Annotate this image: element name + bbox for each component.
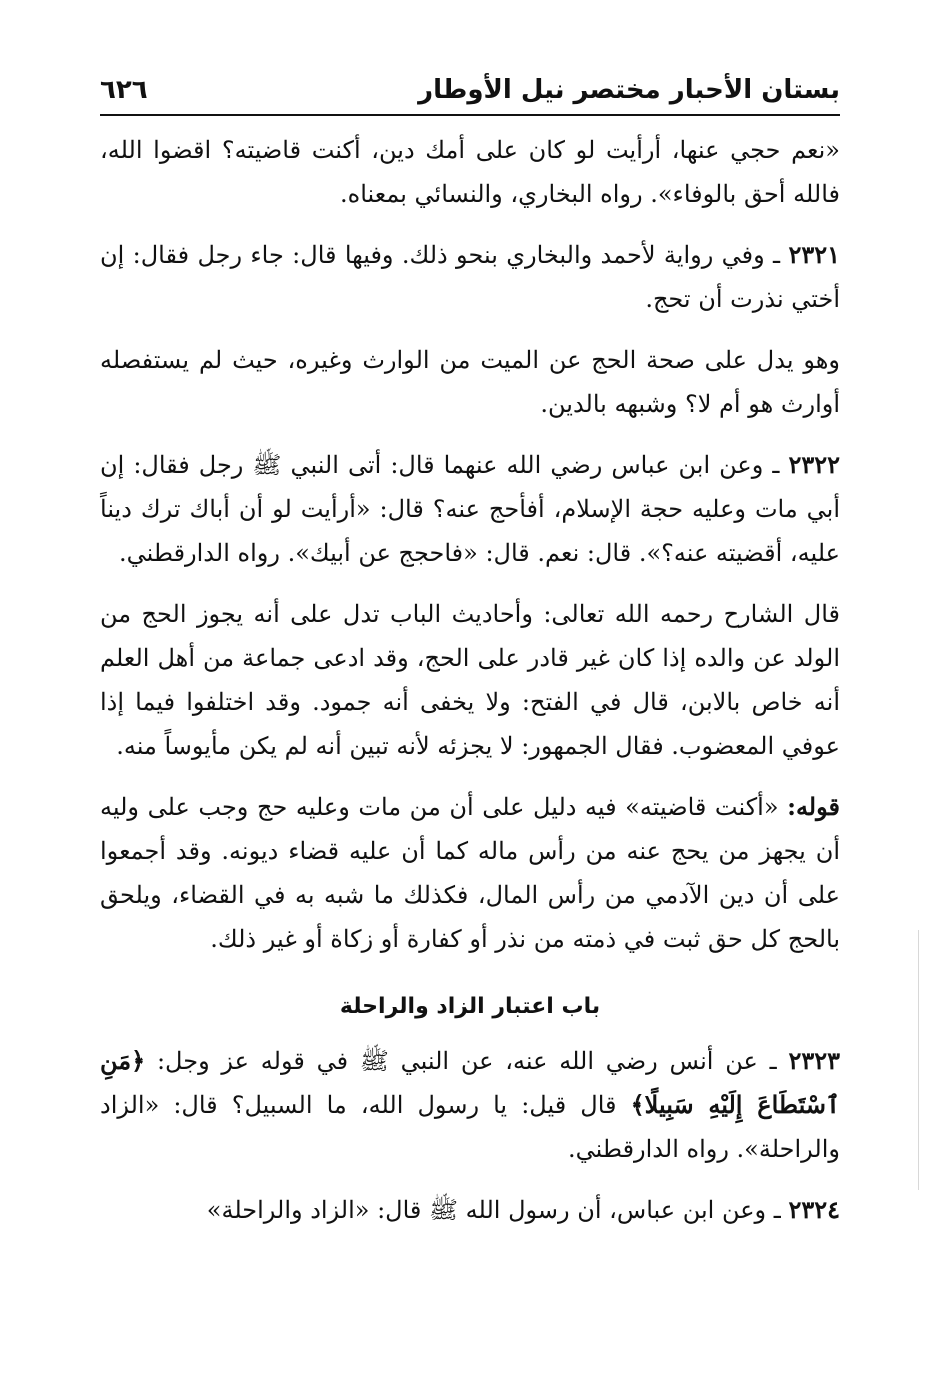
book-title: بستان الأحبار مختصر نيل الأوطار <box>418 75 840 105</box>
page-number: ٦٢٦ <box>100 75 148 105</box>
hadith-number: ٢٣٢٢ <box>788 450 840 479</box>
chapter-heading: باب اعتبار الزاد والراحلة <box>339 994 601 1019</box>
paragraph-text: ـ وفي رواية لأحمد والبخاري بنحو ذلك. وفيها قال: جاء رجل فقال: إن أختي نذرت أن تحج. <box>100 241 840 313</box>
paragraph-1 <box>100 128 840 216</box>
book-page <box>100 72 840 1249</box>
qawluhu-paragraph <box>100 785 840 961</box>
paragraph-text: ـ وعن ابن عباس، أن رسول الله ﷺ قال: «الزاد والراحلة» <box>206 1196 789 1224</box>
hadith-2322 <box>100 443 840 575</box>
commentary-paragraph <box>100 592 840 768</box>
paragraph-text: «نعم حجي عنها، أرأيت لو كان على أمك دين، أكنت قاضيته؟ اقضوا الله، فالله أحق بالوفاء». رواه البخاري، والنسائي بمعناه. <box>100 136 840 208</box>
lead-word: قوله: <box>787 792 840 821</box>
paragraph-text: وهو يدل على صحة الحج عن الميت من الوارث وغيره، حيث لم يستفصله أوارث هو أم لا؟ وشبهه بالدين. <box>100 346 840 418</box>
page-header <box>100 72 840 116</box>
page-content <box>100 128 840 1232</box>
paragraph-text: «أكنت قاضيته» فيه دليل على أن من مات وعليه حج وجب على وليه أن يجهز من يحج عنه من رأس ماله كما أن عليه قضاء ديونه. وقد أجمعوا على أن دين الآدمي من رأس المال، فكذلك ما شبه به في القضاء، ويلحق بالحج كل حق ثبت في ذمته من نذر أو كفارة أو زكاة أو غير ذلك. <box>100 793 840 953</box>
paragraph-text: ـ وعن ابن عباس رضي الله عنهما قال: أتى النبي ﷺ رجل فقال: إن أبي مات وعليه حجة الإسلام، أفأحج عنه؟ قال: «أرأيت لو أن أباك ترك ديناً عليه، أقضيته عنه؟». قال: نعم. قال: «فاحجج عن أبيك». رواه الدارقطني. <box>100 451 840 567</box>
hadith-number: ٢٣٢٤ <box>788 1195 840 1224</box>
hadith-number: ٢٣٢٣ <box>788 1046 840 1075</box>
paragraph-3 <box>100 338 840 426</box>
paragraph-text: قال قيل: يا رسول الله، ما السبيل؟ قال: «الزاد والراحلة». رواه الدارقطني. <box>100 1091 840 1163</box>
paragraph-text: قال الشارح رحمه الله تعالى: وأحاديث الباب تدل على أنه يجوز الحج من الولد عن والده إذا كان غير قادر على الحج، وقد ادعى جماعة من أهل العلم أنه خاص بالابن، قال في الفتح: ولا يخفى أنه جمود. وقد اختلفوا فيما إذا عوفي المعضوب. فقال الجمهور: لا يجزئه لأنه تبين أنه لم يكن مأيوساً منه. <box>100 600 840 760</box>
hadith-number: ٢٣٢١ <box>788 240 840 269</box>
hadith-2323 <box>100 1039 840 1171</box>
hadith-2324 <box>100 1188 840 1232</box>
quran-verse: ﴿مَنِ ٱسْتَطَاعَ إِلَيْهِ سَبِيلًا﴾ <box>100 1046 841 1119</box>
hadith-2321 <box>100 233 840 321</box>
paragraph-text: ـ عن أنس رضي الله عنه، عن النبي ﷺ في قوله عز وجل: <box>145 1047 789 1075</box>
scan-margin-line <box>918 930 919 1190</box>
